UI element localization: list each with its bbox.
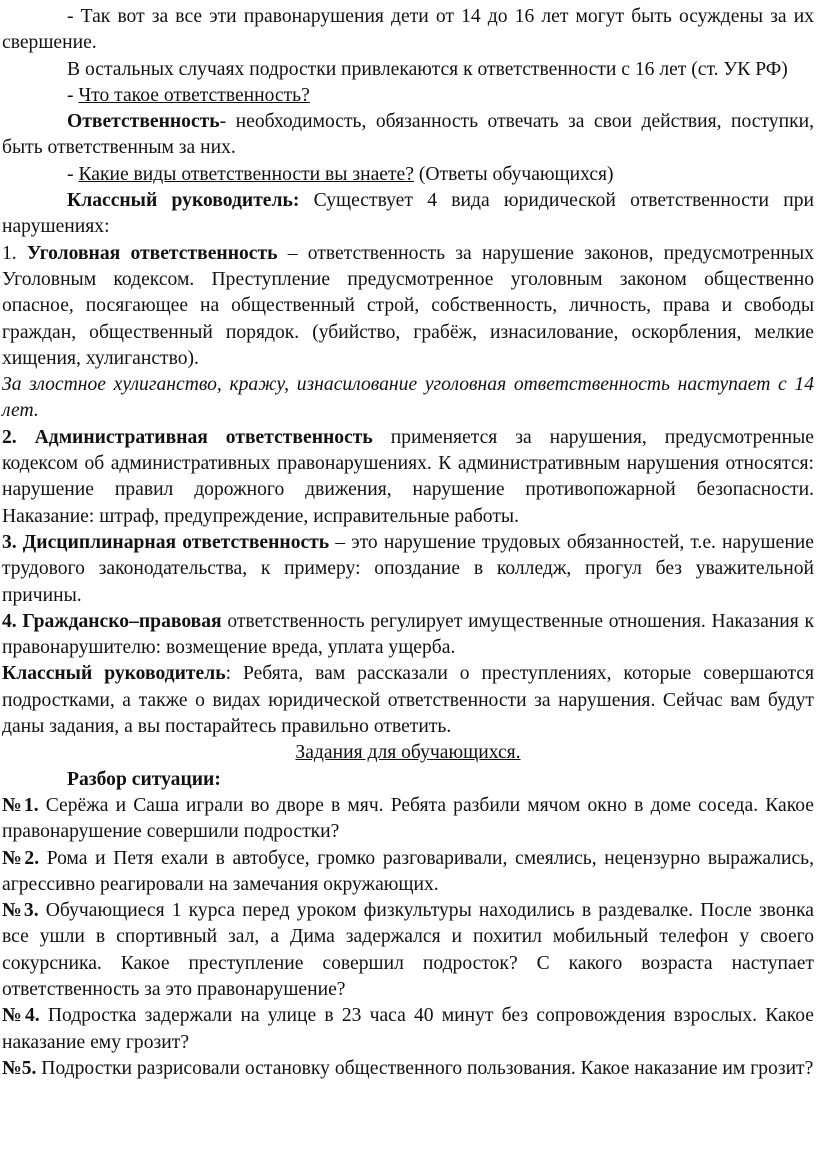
case-3 xyxy=(2,898,814,1003)
italic-note-age-14 xyxy=(2,372,814,425)
question-text: Какие виды ответственности вы знаете? xyxy=(78,163,414,185)
case-number: №4. xyxy=(2,1005,40,1027)
teacher-statement xyxy=(2,188,814,241)
case-number: №2. xyxy=(2,847,40,869)
case-text: Серёжа и Саша играли во дворе в мяч. Ребята разбили мячом окно в доме соседа. Какое правонарушение совершили подростки? xyxy=(2,794,814,843)
italic-note-text: За злостное хулиганство, кражу, изнасилование уголовная ответственность наступает с 14 лет. xyxy=(2,374,814,422)
case-number: №1. xyxy=(2,794,39,816)
case-text: Обучающиеся 1 курса перед уроком физкультуры находились в раздевалке. После звонка все ушли в спортивный зал, а Дима задержался и похитил мобильный телефон у своего сокурсника. Какое преступление совершил подросток? С какого возраста наступает ответственность за это правонарушение? xyxy=(2,900,814,1000)
speaker-teacher: Классный руководитель xyxy=(2,663,226,685)
paragraph-age-16-text: В остальных случаях подростки привлекаются к ответственности с 16 лет (ст. УК РФ) xyxy=(67,58,788,80)
answers-note: (Ответы обучающихся) xyxy=(413,163,614,185)
case-4 xyxy=(2,1003,814,1056)
item-disciplinary-responsibility xyxy=(2,530,814,609)
item-title: 4. Гражданско–правовая xyxy=(2,610,222,632)
case-text: Рома и Петя ехали в автобусе, громко разговаривали, смеялись, нецензурно выражались, агрессивно реагировали на замечания окружающих. xyxy=(2,847,814,895)
paragraph-intro xyxy=(2,4,814,57)
statement-text: Существует 4 вида юридической ответственности при нарушениях: xyxy=(2,190,814,238)
conclusion-text: : Ребята, вам рассказали о преступлениях, которые совершаются подростками, а также о видах юридической ответственности за нарушения. Сейчас вам будут даны задания, а вы постарайтесь правильно ответить. xyxy=(2,663,814,738)
analysis-heading xyxy=(67,767,814,793)
case-number: №5. xyxy=(2,1057,37,1079)
item-text: – ответственность за нарушение законов, предусмотренных Уголовным кодексом. Преступление предусмотренное уголовным законом общественно опасное, посягающее на общественный строй, собственность, личность, права и свободы граждан, общественный порядок. (убийство, грабёж, изнасилование, оскорбления, мелкие хищения, хулиганство). xyxy=(2,242,815,369)
case-text: Подростка задержали на улице в 23 часа 40 минут без сопровождения взрослых. Какое наказание ему грозит? xyxy=(2,1005,814,1053)
item-title: 2. Административная ответственность xyxy=(2,426,373,448)
paragraph-intro-text: - Так вот за все эти правонарушения дети от 14 до 16 лет могут быть осуждены за их свершение. xyxy=(2,6,814,54)
case-5 xyxy=(2,1056,814,1082)
question-kinds-of-responsibility xyxy=(2,162,814,188)
item-text: применяется за нарушения, предусмотренные кодексом об административных правонарушениях. К административным нарушения относятся: нарушение правил дорожного движения, нарушение противопожарной безопасности. Наказание: штраф, предупреждение, исправительные работы. xyxy=(2,426,814,527)
definition-text: - необходимость, обязанность отвечать за свои действия, поступки, быть ответственным за них. xyxy=(2,111,814,159)
case-2 xyxy=(2,846,814,899)
case-1 xyxy=(2,793,814,846)
case-number: №3. xyxy=(2,900,39,922)
item-administrative-responsibility xyxy=(2,425,814,530)
tasks-title: Задания для обучающихся. xyxy=(295,742,521,764)
analysis-title: Разбор ситуации: xyxy=(67,768,221,790)
item-title: Уголовная ответственность xyxy=(26,242,278,264)
item-title: 3. Дисциплинарная ответственность xyxy=(2,531,330,553)
item-text: – это нарушение трудовых обязанностей, т.е. нарушение трудового законодательства, к примеру: опоздание в колледж, прогул без уважительной причины. xyxy=(2,531,814,606)
item-criminal-responsibility xyxy=(2,241,814,372)
term-responsibility: Ответственность xyxy=(67,111,220,133)
dash: - xyxy=(67,163,79,185)
question-what-is-responsibility xyxy=(2,83,814,109)
item-text: ответственность регулирует имущественные отношения. Наказания к правонарушителю: возмещение вреда, уплата ущерба. xyxy=(2,610,815,659)
item-number: 1. xyxy=(2,242,27,264)
paragraph-age-16 xyxy=(2,57,814,83)
definition-responsibility xyxy=(2,109,814,162)
tasks-heading xyxy=(2,740,814,766)
speaker-teacher: Классный руководитель: xyxy=(67,190,300,212)
question-text: Что такое ответственность? xyxy=(78,84,310,106)
item-civil-responsibility xyxy=(2,609,814,662)
dash: - xyxy=(67,84,79,106)
teacher-conclusion xyxy=(2,661,814,740)
case-text: Подростки разрисовали остановку общественного пользования. Какое наказание им грозит? xyxy=(36,1057,814,1079)
